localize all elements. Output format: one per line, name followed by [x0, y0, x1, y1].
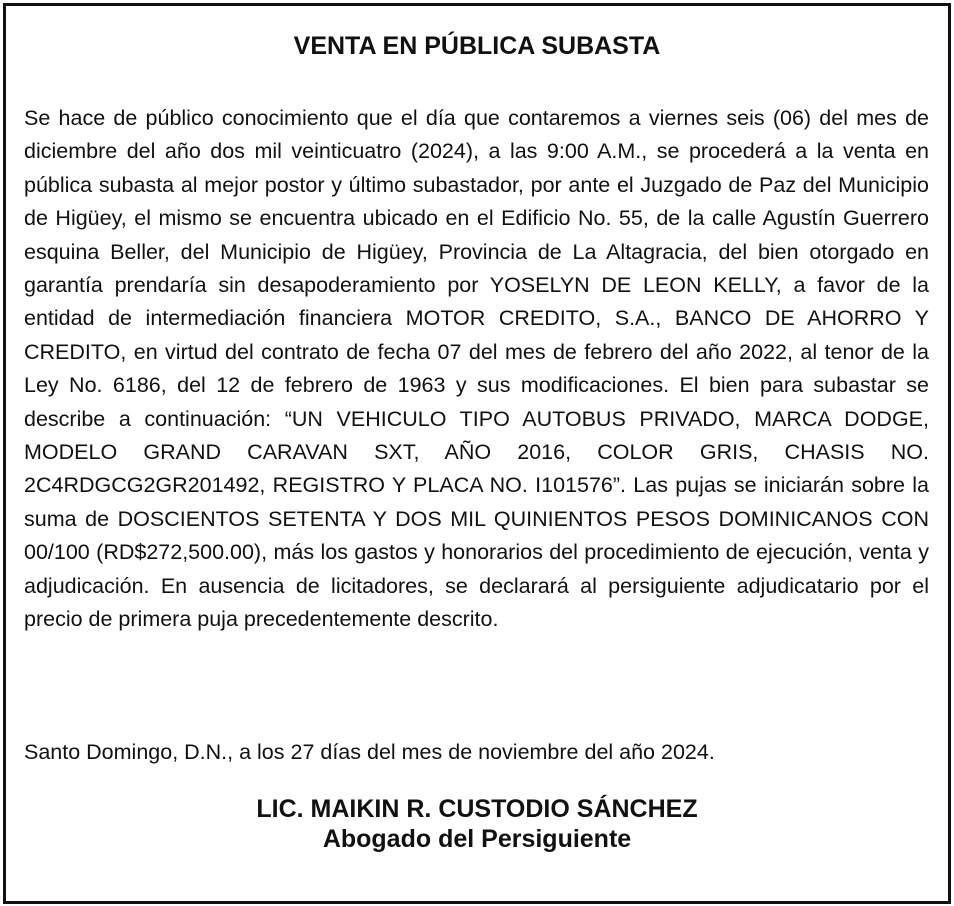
notice-title: VENTA EN PÚBLICA SUBASTA	[293, 32, 661, 60]
signature-role: Abogado del Persiguiente	[322, 825, 632, 853]
legal-notice-frame	[3, 3, 951, 904]
signature-name: LIC. MAIKIN R. CUSTODIO SÁNCHEZ	[256, 795, 698, 823]
notice-body-paragraph: Se hace de público conocimiento que el día que contaremos a viernes seis (06) del mes de diciembre del año dos mil veinticuatro (2024), a las 9:00 A.M., se procederá a la venta en pública subasta al mejor postor y último subastador, por ante el Juzgado de Paz del Municipio de Higüey, el mismo se encuentra ubicado en el Edificio No. 55, de la calle Agustín Guerrero esquina Beller, del Municipio de Higüey, Provincia de La Altagracia, del bien otorgado en garantía prendaría sin desapoderamiento por YOSELYN DE LEON KELLY, a favor de la entidad de intermediación financiera MOTOR CREDITO, S.A., BANCO DE AHORRO Y CREDITO, en virtud del contrato de fecha 07 del mes de febrero del año 2022, al tenor de la Ley No. 6186, del 12 de febrero de 1963 y sus modificaciones. El bien para subastar se describe a continuación: “UN VEHICULO TIPO AUTOBUS PRIVADO, MARCA DODGE, MODELO GRAND CARAVAN SXT, AÑO 2016, COLOR GRIS, CHASIS NO. 2C4RDGCG2GR201492, REGISTRO Y PLACA NO. I101576”. Las pujas se iniciarán sobre la suma de DOSCIENTOS SETENTA Y DOS MIL QUINIENTOS PESOS DOMINICANOS CON 00/100 (RD$272,500.00), más los gastos y honorarios del procedimiento de ejecución, venta y adjudicación. En ausencia de licitadores, se declarará al persiguiente adjudicatario por el precio de primera puja precedentemente descrito.	[24, 106, 929, 632]
signature-block	[6, 794, 948, 854]
notice-place-date: Santo Domingo, D.N., a los 27 días del mes de noviembre del año 2024.	[24, 740, 715, 764]
